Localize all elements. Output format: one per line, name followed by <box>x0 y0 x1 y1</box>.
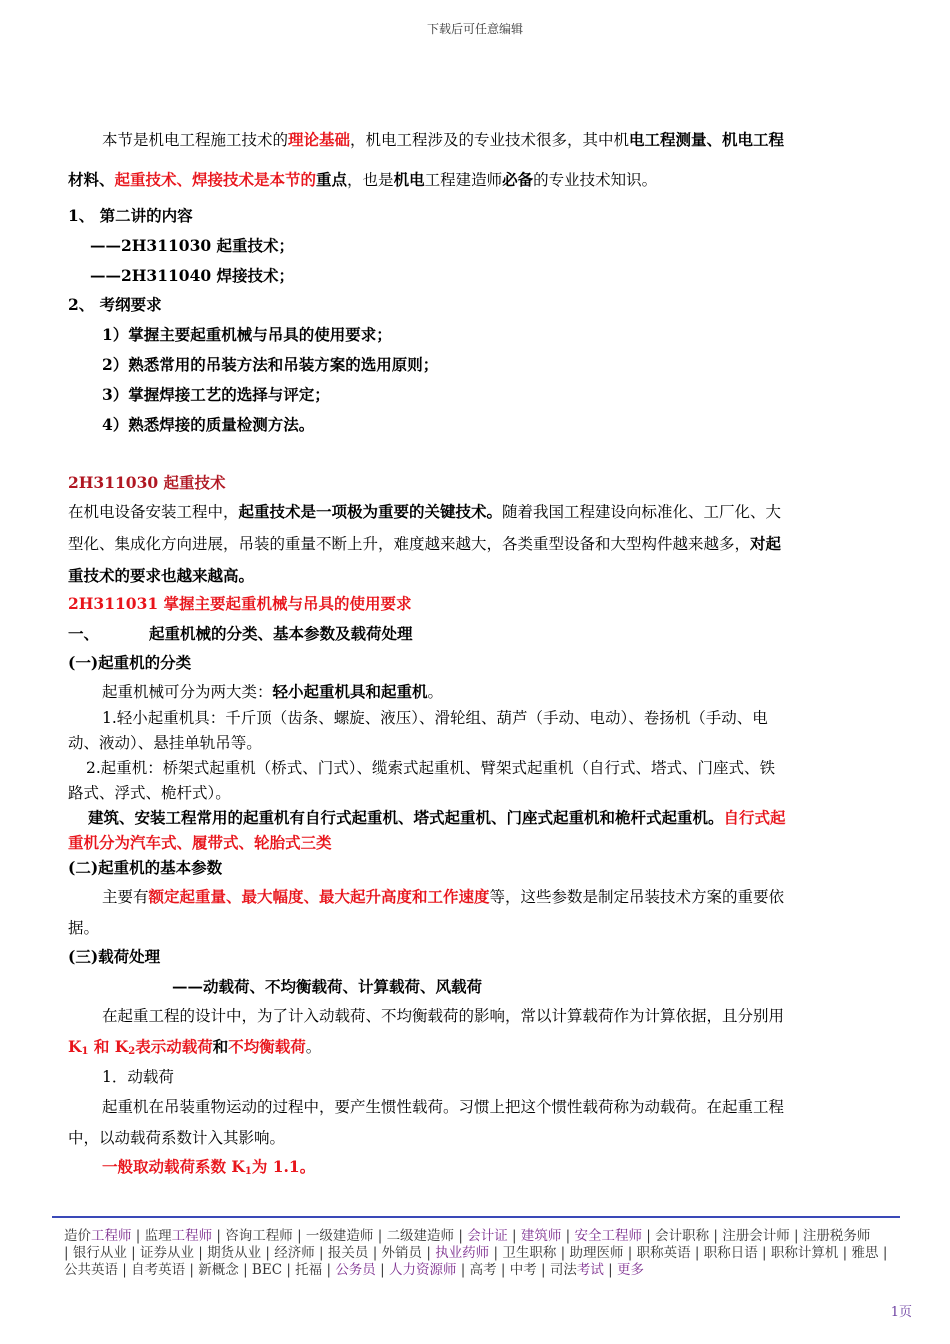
footer-divider <box>52 1216 900 1218</box>
footer-link[interactable]: | 银行从业 | <box>64 1245 140 1261</box>
para-1-line-3: 重技术的要求也越来越高。 <box>68 566 255 585</box>
dynamic-load-para-line-2: 中，以动载荷系数计入其影响。 <box>68 1129 286 1147</box>
footer-link[interactable]: 经济师 | <box>274 1245 328 1261</box>
load-types: ——动载荷、不均衡载荷、计算载荷、风载荷 <box>172 977 483 996</box>
sub-1-item-2-line-1: 2.起重机：桥架式起重机（桥式、门式）、缆索式起重机、臂架式起重机（自行式、塔式、门座式、铁 <box>86 759 776 777</box>
footer-link[interactable]: 中考 | <box>509 1262 550 1278</box>
dynamic-load-title: 1．动载荷 <box>102 1068 174 1086</box>
footer-link[interactable]: 公共英语 | <box>64 1262 132 1278</box>
footer-link[interactable]: 报关员 | <box>327 1245 382 1261</box>
footer-link[interactable]: 证券从业 | <box>139 1245 208 1261</box>
section-1-item-1: ——2H311030 起重技术； <box>90 236 295 255</box>
para-1-line-1: 在机电设备安装工程中，起重技术是一项极为重要的关键技术。随着我国工程建设向标准化、工厂化、大 <box>68 502 782 521</box>
footer-link[interactable]: 助理医师 | <box>569 1245 637 1261</box>
sub-3-para-line-1: 在起重工程的设计中，为了计入动载荷、不均衡载荷的影响，常以计算载荷作为计算依据，且分别用 <box>102 1007 785 1025</box>
footer-link[interactable]: 会计证 | <box>467 1228 521 1244</box>
footer-link[interactable]: 注册税务师 <box>802 1228 871 1244</box>
footer-link[interactable]: 监理工程师 | <box>144 1228 226 1244</box>
dynamic-load-para-line-1: 起重机在吊装重物运动的过程中，要产生惯性载荷。习惯上把这个惯性载荷称为动载荷。在起重工程 <box>102 1098 785 1116</box>
heading-2h311031: 2H311031 掌握主要起重机械与吊具的使用要求 <box>68 594 412 613</box>
footer-link[interactable]: 一级建造师 | <box>305 1228 387 1244</box>
footer-link[interactable]: BEC | <box>251 1262 296 1278</box>
footer-row-2 <box>64 1245 894 1262</box>
footer-link[interactable]: 咨询工程师 | <box>225 1228 306 1244</box>
sub-1-item-2-line-2: 路式、浮式、桅杆式）。 <box>68 784 231 802</box>
emphasis-theory: 理论基础 <box>288 130 351 149</box>
section-one-heading: 一、 起重机械的分类、基本参数及载荷处理 <box>68 624 413 643</box>
para-1-line-2: 型化、集成化方向进展，吊装的重量不断上升，难度越来越大，各类重型设备和大型构件越来越多，对起 <box>68 534 782 553</box>
sub-2-para-line-1: 主要有额定起重量、最大幅度、最大起升高度和工作速度等，这些参数是制定吊装技术方案的重要依 <box>102 887 785 906</box>
footer-link[interactable]: 安全工程师 | <box>574 1228 656 1244</box>
sub-1-common-line-2: 重机分为汽车式、履带式、轮胎式三类 <box>68 833 332 852</box>
syllabus-item: 2）熟悉常用的吊装方法和吊装方案的选用原则； <box>102 355 439 374</box>
intro-line-2: 材料、起重技术、焊接技术是本节的重点，也是机电工程建造师必备的专业技术知识。 <box>68 170 658 189</box>
footer-link[interactable]: 外销员 | <box>381 1245 436 1261</box>
footer-link[interactable]: 公务员 | <box>335 1262 389 1278</box>
sub-2-title: (二)起重机的基本参数 <box>68 858 223 877</box>
syllabus-item: 3）掌握焊接工艺的选择与评定； <box>102 385 330 404</box>
sub-1-item-1-line-2: 动、液动）、悬挂单轨吊等。 <box>68 734 262 752</box>
footer-link[interactable]: 执业药师 | <box>435 1245 503 1261</box>
syllabus-item: 4）熟悉焊接的质量检测方法。 <box>102 415 315 434</box>
footer-link[interactable]: 雅思 | <box>851 1245 888 1261</box>
footer-link[interactable]: 造价工程师 | <box>64 1228 145 1244</box>
heading-2h311030: 2H311030 起重技术 <box>68 473 226 492</box>
footer-link[interactable]: 二级建造师 | <box>386 1228 468 1244</box>
footer-link[interactable]: 更多 <box>617 1262 645 1278</box>
sub-3-title: (三)载荷处理 <box>68 947 161 966</box>
sub-1-title: (一)起重机的分类 <box>68 653 192 672</box>
syllabus-item: 1）掌握主要起重机械与吊具的使用要求； <box>102 325 392 344</box>
section-1-item-2: ——2H311040 焊接技术； <box>90 266 295 285</box>
sub-2-para-line-2: 据。 <box>68 919 100 937</box>
page-number: 1页 <box>890 1305 912 1320</box>
dynamic-load-coefficient: 一般取动载荷系数 $K_1$为 1.1。 <box>102 1157 316 1177</box>
footer-links <box>64 1228 894 1279</box>
sub-1-para: 起重机械可分为两大类：轻小起重机具和起重机。 <box>102 682 444 701</box>
footer-link[interactable]: 自考英语 | <box>131 1262 199 1278</box>
footer-link[interactable]: 职称英语 | <box>636 1245 704 1261</box>
footer-link[interactable]: 期货从业 | <box>207 1245 275 1261</box>
footer-link[interactable]: 注册会计师 | <box>722 1228 803 1244</box>
footer-link[interactable]: 职称日语 | <box>703 1245 771 1261</box>
footer-link[interactable]: 新概念 | <box>198 1262 252 1278</box>
footer-link[interactable]: 高考 | <box>469 1262 510 1278</box>
footer-link[interactable]: 会计职称 | <box>655 1228 723 1244</box>
footer-link[interactable]: 职称计算机 | <box>770 1245 852 1261</box>
page-header: 下载后可任意编辑 <box>426 22 523 36</box>
sub-1-common-line-1: 建筑、安装工程常用的起重机有自行式起重机、塔式起重机、门座式起重机和桅杆式起重机。自行式起 <box>88 808 786 827</box>
footer-row-3 <box>64 1262 894 1279</box>
footer-link[interactable]: 建筑师 | <box>520 1228 575 1244</box>
sub-1-item-1-line-1: 1.轻小起重机具：千斤顶（齿条、螺旋、液压）、滑轮组、葫芦（手动、电动）、卷扬机（手动、电 <box>102 709 768 727</box>
sub-3-para-line-2: $K_1$ 和 $K_2$表示动载荷和不均衡载荷。 <box>68 1037 322 1057</box>
section-2-title: 2、 考纲要求 <box>68 295 162 314</box>
footer-row-1 <box>64 1228 894 1245</box>
intro-line-1: 本节是机电工程施工技术的理论基础，机电工程涉及的专业技术很多，其中机电工程测量、机电工程 <box>102 130 785 149</box>
footer-link[interactable]: 人力资源师 | <box>388 1262 470 1278</box>
footer-link[interactable]: 卫生职称 | <box>502 1245 570 1261</box>
footer-link[interactable]: 司法考试 | <box>549 1262 618 1278</box>
footer-link[interactable]: 托福 | <box>295 1262 336 1278</box>
section-1-title: 1、 第二讲的内容 <box>68 206 193 225</box>
